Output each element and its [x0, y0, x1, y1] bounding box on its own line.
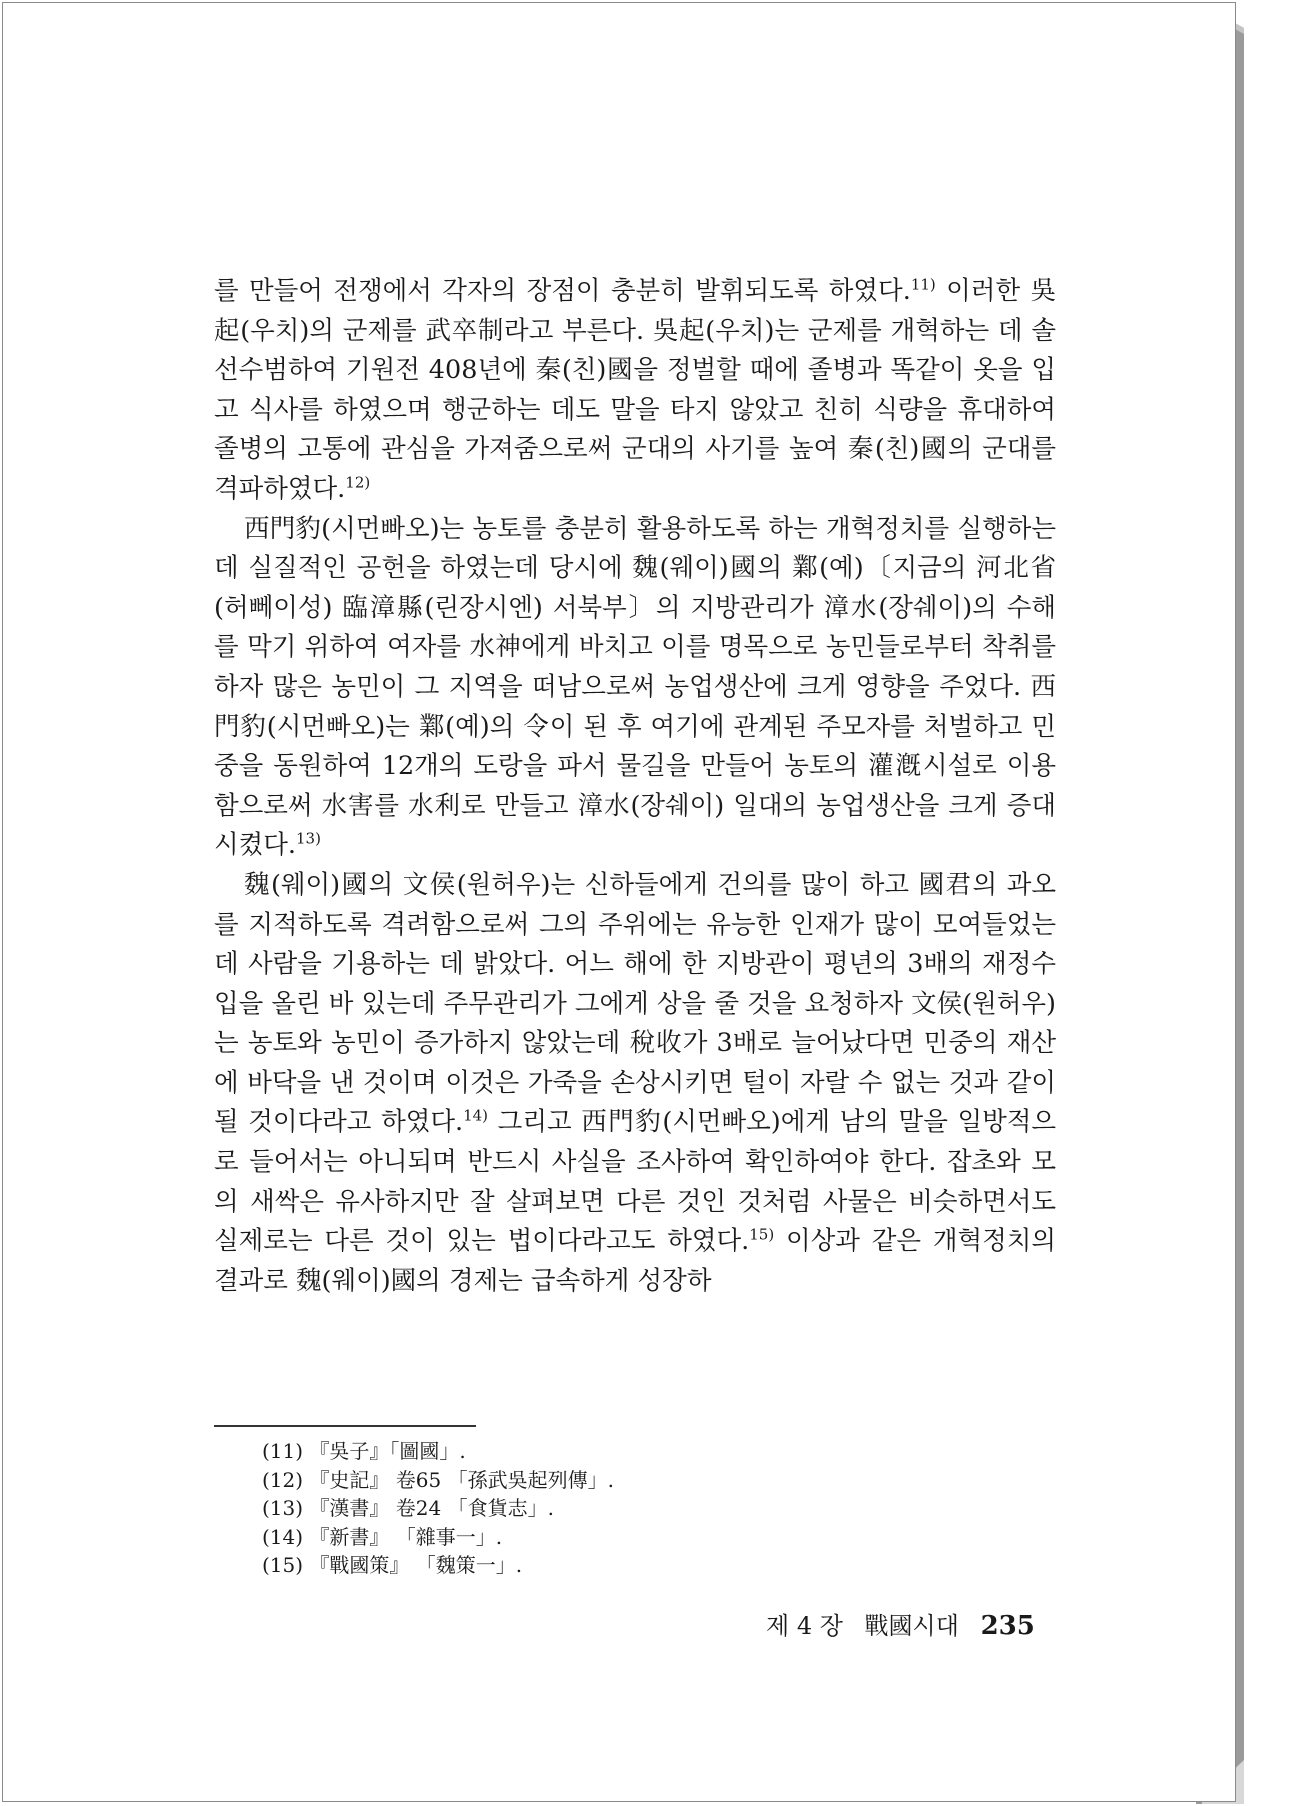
footnotes	[262, 1437, 962, 1580]
paragraph-text: 이상과 같은 개혁정치의 결과로 魏(웨이)國의 경제는 급속하게 성장하	[214, 1226, 1056, 1296]
running-footer	[766, 1606, 1049, 1641]
paragraph-text: 를 만들어 전쟁에서 각자의 장점이 충분히 발휘되도록 하였다.	[214, 276, 911, 306]
paragraph-text: 그리고 西門豹(시먼빠오)에게 남의 말을 일방적으로 들어서는 아니되며 반드시 사실을 조사하여 확인하여야 한다. 잡초와 모의 새싹은 유사하지만 잘 살펴보면 다른 것인 것처럼 사물은 비슷하면서도 실제로는 다른 것이 있는 법이다라고도 하였다.	[214, 1107, 1056, 1257]
footnote-ref: 14)	[463, 1106, 489, 1125]
paragraph-text: 西門豹(시먼빠오)는 농토를 충분히 활용하도록 하는 개혁정치를 실행하는 데 실질적인 공헌을 하였는데 당시에 魏(웨이)國의 鄴(예)〔지금의 河北省(허뻬이성) 臨漳縣(린장시엔) 서북부〕의 지방관리가 漳水(장쉐이)의 수해를 막기 위하여 여자를 水神에게 바치고 이를 명목으로 농민들로부터 착취를 하자 많은 농민이 그 지역을 떠남으로써 농업생산에 크게 영향을 주었다. 西門豹(시먼빠오)는 鄴(예)의 令이 된 후 여기에 관계된 주모자를 처벌하고 민중을 동원하여 12개의 도랑을 파서 물길을 만들어 농토의 灌漑시설로 이용함으로써 水害를 水利로 만들고 漳水(장쉐이) 일대의 농업생산을 크게 증대시켰다.	[214, 513, 1056, 861]
footnote-item: (15) 『戰國策』 「魏策一」.	[262, 1553, 523, 1577]
paragraph-text: 이러한 吳起(우치)의 군제를 武卒制라고 부른다. 吳起(우치)는 군제를 개혁하는 데 솔선수범하여 기원전 408년에 秦(친)國을 정벌할 때에 졸병과 똑같이 옷을 입고 식사를 하였으며 행군하는 데도 말을 타지 않았고 친히 식량을 휴대하여 졸병의 고통에 관심을 가져줌으로써 군대의 사기를 높여 秦(친)國의 군대를 격파하였다.	[214, 276, 1056, 504]
footnote-divider	[214, 1425, 476, 1427]
paragraph-text: 魏(웨이)國의 文侯(원허우)는 신하들에게 건의를 많이 하고 國君의 과오를 지적하도록 격려함으로써 그의 주위에는 유능한 인재가 많이 모여들었는데 사람을 기용하는 데 밝았다. 어느 해에 한 지방관이 평년의 3배의 재정수입을 올린 바 있는데 주무관리가 그에게 상을 줄 것을 요청하자 文侯(원허우)는 농토와 농민이 증가하지 않았는데 稅收가 3배로 늘어났다면 민중의 재산에 바닥을 낸 것이며 이것은 가죽을 손상시키면 털이 자랄 수 없는 것과 같이 될 것이다라고 하였다.	[214, 869, 1056, 1138]
paragraph-1	[214, 272, 1056, 510]
footnote-item: (14) 『新書』 「雜事一」.	[262, 1524, 503, 1549]
footnote-ref: 13)	[296, 829, 321, 848]
footnote-item: (11) 『吳子』「圖國」.	[262, 1439, 466, 1463]
footnote-ref: 12)	[345, 473, 371, 492]
footnote-ref: 11)	[910, 275, 936, 294]
page-number: 235	[980, 1611, 1035, 1641]
footnote-item: (13) 『漢書』 卷24 「食貨志」.	[262, 1496, 554, 1520]
paragraph-3	[214, 866, 1056, 1302]
footnote-ref: 15)	[749, 1225, 775, 1244]
footnote-item: (12) 『史記』 卷65 「孫武吳起列傳」.	[262, 1467, 614, 1492]
chapter-title: 戰國시대	[864, 1612, 959, 1640]
paragraph-2	[214, 510, 1056, 866]
chapter-label: 제 4 장	[766, 1612, 843, 1640]
body-text	[214, 272, 1056, 1301]
